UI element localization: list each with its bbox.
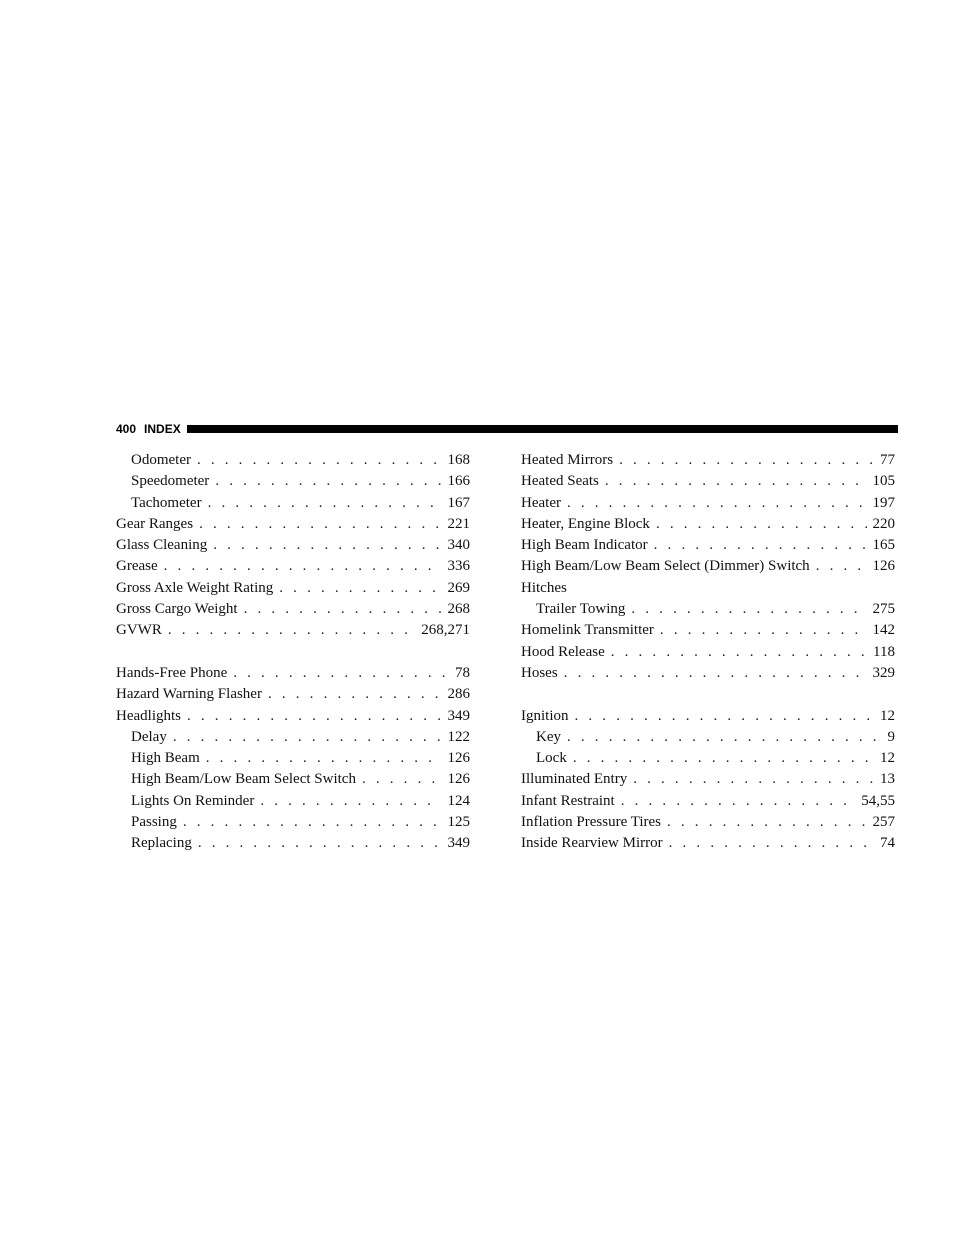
dot-leader bbox=[633, 769, 874, 790]
index-entry bbox=[521, 791, 895, 812]
dot-leader bbox=[660, 620, 867, 641]
dot-leader bbox=[279, 578, 441, 599]
index-subentry bbox=[116, 493, 470, 514]
entry-page-number: 168 bbox=[447, 452, 470, 468]
entry-label: Speedometer bbox=[131, 473, 210, 490]
dot-leader bbox=[199, 514, 441, 535]
entry-page-number: 221 bbox=[447, 515, 470, 532]
dot-leader bbox=[173, 727, 442, 748]
group-gap bbox=[116, 642, 470, 663]
entry-label: Homelink Transmitter bbox=[521, 622, 654, 639]
dot-leader bbox=[197, 450, 442, 471]
entry-page-number: 126 bbox=[447, 771, 470, 788]
entry-page-number: 126 bbox=[447, 750, 470, 767]
entry-page-number: 74 bbox=[880, 835, 895, 852]
entry-label: Hazard Warning Flasher bbox=[116, 686, 262, 703]
entry-label: Odometer bbox=[131, 452, 191, 468]
index-entry bbox=[116, 535, 470, 556]
dot-leader bbox=[619, 450, 874, 471]
index-entry bbox=[521, 556, 895, 577]
index-entry bbox=[521, 812, 895, 833]
index-entry bbox=[521, 471, 895, 492]
dot-leader bbox=[233, 663, 449, 684]
entry-label: Grease bbox=[116, 558, 158, 575]
entry-label: GVWR bbox=[116, 622, 162, 639]
entry-label: Hood Release bbox=[521, 643, 605, 660]
index-subentry bbox=[116, 769, 470, 790]
dot-leader bbox=[168, 620, 415, 641]
index-entry bbox=[116, 684, 470, 705]
entry-page-number: 197 bbox=[872, 494, 895, 511]
entry-page-number: 54,55 bbox=[861, 792, 895, 809]
index-subentry bbox=[116, 471, 470, 492]
page-number: 400 bbox=[116, 422, 137, 436]
page-header bbox=[116, 420, 898, 438]
index-entry bbox=[116, 578, 470, 599]
entry-page-number: 167 bbox=[447, 494, 470, 511]
entry-label: Infant Restraint bbox=[521, 792, 615, 809]
dot-leader bbox=[208, 493, 442, 514]
dot-leader bbox=[567, 493, 867, 514]
entry-label: Replacing bbox=[131, 835, 192, 852]
dot-leader bbox=[206, 748, 442, 769]
entry-page-number: 165 bbox=[872, 537, 895, 554]
dot-leader bbox=[213, 535, 441, 556]
entry-label: High Beam/Low Beam Select Switch bbox=[131, 771, 356, 788]
dot-leader bbox=[575, 706, 875, 727]
index-column-left bbox=[116, 450, 470, 855]
group-gap bbox=[521, 684, 895, 705]
entry-label: Tachometer bbox=[131, 494, 202, 511]
entry-label: Gross Axle Weight Rating bbox=[116, 579, 274, 596]
dot-leader bbox=[164, 556, 442, 577]
dot-leader bbox=[198, 833, 442, 854]
entry-label: Hoses bbox=[521, 664, 558, 681]
dot-leader bbox=[667, 812, 867, 833]
entry-label: High Beam bbox=[131, 750, 200, 767]
entry-label: Trailer Towing bbox=[536, 601, 626, 618]
index-entry bbox=[521, 769, 895, 790]
entry-label: Gross Cargo Weight bbox=[116, 601, 238, 618]
entry-page-number: 268 bbox=[447, 601, 470, 618]
index-entry bbox=[521, 535, 895, 556]
entry-label: Headlights bbox=[116, 707, 181, 724]
entry-label: Gear Ranges bbox=[116, 515, 194, 532]
header-rule bbox=[187, 425, 898, 433]
index-entry bbox=[521, 642, 895, 663]
index-subentry bbox=[116, 748, 470, 769]
dot-leader bbox=[268, 684, 442, 705]
dot-leader bbox=[362, 769, 442, 790]
entry-page-number: 12 bbox=[880, 707, 895, 724]
dot-leader bbox=[621, 791, 856, 812]
dot-leader bbox=[573, 748, 874, 769]
dot-leader bbox=[183, 812, 442, 833]
dot-leader bbox=[611, 642, 867, 663]
entry-page-number: 166 bbox=[447, 473, 470, 490]
entry-page-number: 13 bbox=[880, 771, 895, 788]
index-entry bbox=[521, 663, 895, 684]
dot-leader bbox=[654, 535, 867, 556]
entry-label: High Beam/Low Beam Select (Dimmer) Switch bbox=[521, 558, 810, 575]
entry-page-number: 349 bbox=[447, 835, 470, 852]
entry-label: Illuminated Entry bbox=[521, 771, 628, 788]
entry-page-number: 142 bbox=[872, 622, 895, 639]
index-column-right bbox=[521, 450, 895, 855]
index-entry bbox=[521, 833, 895, 854]
entry-label: Delay bbox=[131, 728, 167, 745]
index-entry bbox=[116, 663, 470, 684]
index-subentry bbox=[116, 727, 470, 748]
dot-leader bbox=[605, 471, 867, 492]
entry-page-number: 220 bbox=[872, 515, 895, 532]
entry-page-number: 268,271 bbox=[421, 622, 470, 639]
entry-page-number: 329 bbox=[872, 664, 895, 681]
entry-label: Hands-Free Phone bbox=[116, 664, 228, 681]
entry-label: Inside Rearview Mirror bbox=[521, 835, 663, 852]
index-entry bbox=[521, 620, 895, 641]
entry-page-number: 269 bbox=[447, 579, 470, 596]
entry-page-number: 9 bbox=[887, 728, 895, 745]
index-entry bbox=[116, 556, 470, 577]
entry-page-number: 77 bbox=[880, 452, 895, 468]
entry-label: Heater, Engine Block bbox=[521, 515, 650, 532]
entry-label: Lights On Reminder bbox=[131, 792, 255, 809]
index-subentry bbox=[116, 791, 470, 812]
index-entry bbox=[521, 514, 895, 535]
entry-label: High Beam Indicator bbox=[521, 537, 648, 554]
entry-label: Heated Mirrors bbox=[521, 452, 614, 468]
index-subentry bbox=[521, 727, 895, 748]
index-entry bbox=[116, 599, 470, 620]
index-entry: Hitches bbox=[521, 579, 567, 596]
entry-page-number: 275 bbox=[872, 601, 895, 618]
entry-page-number: 126 bbox=[872, 558, 895, 575]
dot-leader bbox=[656, 514, 867, 535]
entry-page-number: 125 bbox=[447, 814, 470, 831]
dot-leader bbox=[816, 556, 867, 577]
index-subentry bbox=[521, 599, 895, 620]
index-entry bbox=[521, 493, 895, 514]
index-entry bbox=[116, 514, 470, 535]
entry-label: Heated Seats bbox=[521, 473, 599, 490]
dot-leader bbox=[260, 791, 441, 812]
page-title: INDEX bbox=[144, 422, 181, 436]
entry-label: Lock bbox=[536, 750, 567, 767]
entry-page-number: 105 bbox=[872, 473, 895, 490]
index-subentry bbox=[116, 833, 470, 854]
index-entry bbox=[116, 706, 470, 727]
entry-page-number: 78 bbox=[455, 664, 470, 681]
entry-page-number: 257 bbox=[872, 814, 895, 831]
dot-leader bbox=[215, 471, 441, 492]
dot-leader bbox=[669, 833, 874, 854]
index-subentry bbox=[116, 450, 470, 471]
entry-page-number: 286 bbox=[447, 686, 470, 703]
dot-leader bbox=[187, 706, 442, 727]
entry-label: Glass Cleaning bbox=[116, 537, 208, 554]
entry-label: Heater bbox=[521, 494, 561, 511]
index-entry bbox=[521, 450, 895, 471]
index-subentry bbox=[116, 812, 470, 833]
dot-leader bbox=[564, 663, 867, 684]
dot-leader bbox=[244, 599, 442, 620]
entry-page-number: 124 bbox=[447, 792, 470, 809]
entry-page-number: 12 bbox=[880, 750, 895, 767]
entry-page-number: 340 bbox=[447, 537, 470, 554]
entry-page-number: 349 bbox=[447, 707, 470, 724]
index-entry bbox=[116, 620, 470, 641]
index-entry bbox=[521, 706, 895, 727]
entry-label: Inflation Pressure Tires bbox=[521, 814, 661, 831]
entry-page-number: 122 bbox=[447, 728, 470, 745]
entry-label: Key bbox=[536, 728, 561, 745]
index-subentry bbox=[521, 748, 895, 769]
dot-leader bbox=[567, 727, 882, 748]
entry-page-number: 336 bbox=[447, 558, 470, 575]
entry-page-number: 118 bbox=[873, 643, 895, 660]
entry-label: Passing bbox=[131, 814, 177, 831]
dot-leader bbox=[631, 599, 866, 620]
entry-label: Ignition bbox=[521, 707, 569, 724]
